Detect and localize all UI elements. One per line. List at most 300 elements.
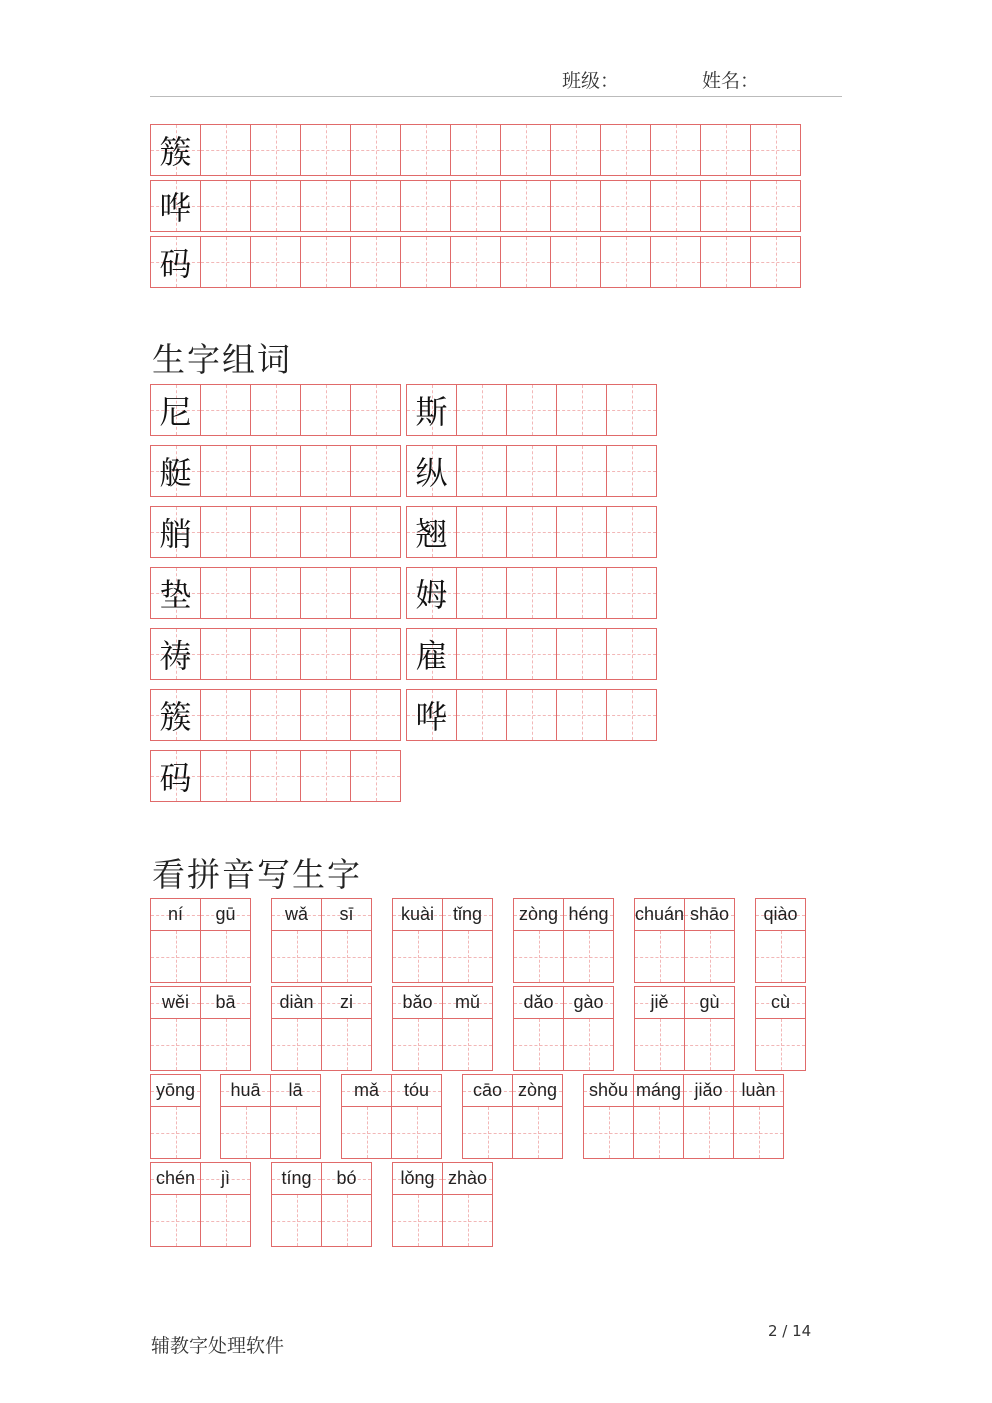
pinyin-column — [684, 986, 735, 1071]
writing-cell — [250, 236, 301, 288]
writing-cell — [151, 1019, 200, 1070]
writing-cell — [600, 180, 651, 232]
writing-cell — [350, 236, 401, 288]
writing-cell — [700, 180, 751, 232]
pinyin-text: qiào — [763, 904, 798, 924]
writing-cell — [151, 1195, 200, 1246]
pinyin-text: luàn — [741, 1080, 776, 1100]
pinyin-text: jiǎo — [694, 1080, 723, 1100]
writing-cell — [756, 1019, 805, 1070]
pinyin-group — [583, 1074, 784, 1159]
pinyin-text: lā — [288, 1080, 303, 1100]
writing-cell — [272, 931, 321, 982]
pinyin-cell — [322, 899, 371, 931]
pinyin-group — [150, 986, 251, 1071]
writing-cell — [750, 180, 801, 232]
writing-cell — [564, 931, 613, 982]
writing-cell — [201, 1019, 250, 1070]
pinyin-text: cāo — [472, 1080, 503, 1100]
writing-cell — [514, 1019, 563, 1070]
pinyin-text: shǒu — [588, 1080, 629, 1100]
name-label: 姓名： — [702, 70, 760, 92]
writing-cell — [300, 689, 351, 741]
pinyin-column — [683, 1074, 734, 1159]
writing-cell — [456, 384, 507, 436]
writing-cell — [556, 628, 607, 680]
pinyin-cell — [342, 1075, 391, 1107]
hanzi-char: 纵 — [415, 454, 448, 492]
writing-cell — [150, 689, 201, 741]
writing-cell — [456, 689, 507, 741]
hanzi-char: 艄 — [159, 515, 192, 553]
pinyin-text: zòng — [517, 1080, 558, 1100]
hanzi-char: 垫 — [159, 576, 192, 614]
pinyin-text: tíng — [281, 1168, 312, 1188]
writing-cell — [150, 445, 201, 497]
hanzi-char: 翘 — [415, 515, 448, 553]
pinyin-text: mǎ — [353, 1080, 379, 1100]
pinyin-cell — [635, 987, 684, 1019]
pinyin-text: jiě — [650, 992, 669, 1012]
writing-cell — [685, 1019, 734, 1070]
writing-cell — [201, 1195, 250, 1246]
pinyin-cell — [393, 1163, 442, 1195]
writing-cell — [200, 750, 251, 802]
writing-cell — [150, 628, 201, 680]
pinyin-column — [270, 1074, 321, 1159]
writing-cell — [200, 506, 251, 558]
writing-cell — [443, 1195, 492, 1246]
writing-cell — [635, 1019, 684, 1070]
practice-row — [150, 180, 801, 232]
pinyin-cell — [514, 899, 563, 931]
pinyin-cell — [685, 899, 734, 931]
pinyin-cell — [151, 1163, 200, 1195]
header-divider — [150, 96, 842, 97]
writing-cell — [406, 628, 457, 680]
writing-cell — [151, 931, 200, 982]
writing-cell — [606, 384, 657, 436]
pinyin-column — [462, 1074, 513, 1159]
pinyin-cell — [756, 987, 805, 1019]
writing-cell — [514, 931, 563, 982]
writing-cell — [506, 445, 557, 497]
writing-cell — [606, 506, 657, 558]
pinyin-cell — [514, 987, 563, 1019]
pinyin-text: yōng — [155, 1080, 196, 1100]
writing-cell — [393, 931, 442, 982]
pinyin-cell — [564, 987, 613, 1019]
pinyin-column — [321, 1162, 372, 1247]
writing-cell — [550, 236, 601, 288]
pinyin-text: máng — [635, 1080, 682, 1100]
pinyin-column — [150, 1162, 201, 1247]
writing-cell — [150, 506, 201, 558]
pinyin-group — [271, 898, 372, 983]
writing-cell — [200, 445, 251, 497]
section-title-pinyin: 看拼音写生字 — [152, 855, 362, 894]
writing-cell — [393, 1019, 442, 1070]
pinyin-column — [150, 986, 201, 1071]
writing-cell — [406, 506, 457, 558]
writing-cell — [201, 931, 250, 982]
pinyin-cell — [443, 899, 492, 931]
writing-cell — [250, 567, 301, 619]
hanzi-char: 簇 — [159, 698, 192, 736]
writing-cell — [322, 1195, 371, 1246]
writing-cell — [750, 124, 801, 176]
pinyin-group — [513, 898, 614, 983]
pinyin-column — [341, 1074, 392, 1159]
hanzi-char: 哗 — [415, 698, 448, 736]
writing-cell — [350, 689, 401, 741]
hanzi-char: 祷 — [159, 637, 192, 675]
pinyin-group — [755, 898, 806, 983]
writing-cell — [400, 180, 451, 232]
writing-cell — [272, 1195, 321, 1246]
writing-cell — [271, 1107, 320, 1158]
pinyin-column — [442, 1162, 493, 1247]
pinyin-group — [341, 1074, 442, 1159]
pinyin-column — [200, 898, 251, 983]
writing-cell — [151, 1107, 200, 1158]
writing-cell — [556, 445, 607, 497]
pinyin-cell — [322, 1163, 371, 1195]
pinyin-group — [392, 1162, 493, 1247]
writing-cell — [250, 689, 301, 741]
pinyin-cell — [151, 987, 200, 1019]
pinyin-column — [321, 898, 372, 983]
writing-cell — [506, 689, 557, 741]
writing-cell — [200, 567, 251, 619]
pinyin-cell — [564, 899, 613, 931]
writing-cell — [650, 124, 701, 176]
pinyin-column — [563, 986, 614, 1071]
pinyin-cell — [151, 1075, 200, 1107]
pinyin-text: zòng — [518, 904, 559, 924]
writing-cell — [250, 124, 301, 176]
writing-cell — [556, 506, 607, 558]
pinyin-column — [755, 986, 806, 1071]
writing-cell — [350, 124, 401, 176]
writing-cell — [513, 1107, 562, 1158]
writing-cell — [221, 1107, 270, 1158]
writing-cell — [606, 445, 657, 497]
pinyin-text: lǒng — [400, 1168, 435, 1188]
writing-cell — [456, 628, 507, 680]
writing-cell — [600, 236, 651, 288]
compose-row — [150, 506, 401, 558]
writing-cell — [200, 124, 251, 176]
writing-cell — [750, 236, 801, 288]
pinyin-cell — [634, 1075, 683, 1107]
writing-cell — [150, 750, 201, 802]
pinyin-column — [150, 1074, 201, 1159]
pinyin-text: kuài — [400, 904, 435, 924]
writing-cell — [150, 180, 201, 232]
pinyin-text: chén — [155, 1168, 196, 1188]
pinyin-text: bó — [336, 1168, 357, 1188]
pinyin-column — [321, 986, 372, 1071]
writing-cell — [506, 567, 557, 619]
pinyin-text: gū — [215, 904, 236, 924]
writing-cell — [606, 689, 657, 741]
writing-cell — [322, 931, 371, 982]
writing-cell — [250, 384, 301, 436]
pinyin-column — [513, 898, 564, 983]
writing-cell — [406, 445, 457, 497]
pinyin-cell — [685, 987, 734, 1019]
pinyin-cell — [734, 1075, 783, 1107]
pinyin-text: bǎo — [402, 992, 433, 1012]
pinyin-column — [634, 986, 685, 1071]
writing-cell — [584, 1107, 633, 1158]
writing-cell — [506, 506, 557, 558]
compose-row — [150, 445, 401, 497]
pinyin-group — [462, 1074, 563, 1159]
writing-cell — [463, 1107, 512, 1158]
writing-cell — [150, 236, 201, 288]
writing-cell — [550, 124, 601, 176]
pinyin-cell — [272, 1163, 321, 1195]
writing-cell — [350, 567, 401, 619]
writing-cell — [300, 628, 351, 680]
pinyin-column — [271, 898, 322, 983]
compose-row — [150, 628, 401, 680]
pinyin-column — [634, 898, 685, 983]
pinyin-cell — [322, 987, 371, 1019]
pinyin-text: sī — [339, 904, 354, 924]
writing-cell — [300, 384, 351, 436]
pinyin-cell — [443, 987, 492, 1019]
pinyin-text: héng — [568, 904, 609, 924]
writing-cell — [556, 567, 607, 619]
hanzi-char: 簇 — [159, 133, 192, 171]
footer-software: 辅教字处理软件 — [151, 1335, 285, 1357]
pinyin-group — [150, 898, 251, 983]
pinyin-cell — [201, 987, 250, 1019]
writing-cell — [342, 1107, 391, 1158]
pinyin-text: mǔ — [454, 992, 480, 1012]
writing-cell — [300, 445, 351, 497]
writing-cell — [450, 180, 501, 232]
writing-cell — [300, 124, 351, 176]
hanzi-char: 码 — [159, 759, 192, 797]
pinyin-cell — [201, 899, 250, 931]
pinyin-cell — [393, 987, 442, 1019]
compose-row — [406, 689, 657, 741]
writing-cell — [322, 1019, 371, 1070]
pinyin-column — [200, 986, 251, 1071]
writing-cell — [300, 506, 351, 558]
hanzi-char: 姆 — [415, 576, 448, 614]
writing-cell — [200, 180, 251, 232]
pinyin-column — [392, 898, 443, 983]
writing-cell — [550, 180, 601, 232]
writing-cell — [556, 384, 607, 436]
writing-cell — [685, 931, 734, 982]
pinyin-text: cù — [770, 992, 790, 1012]
pinyin-column — [733, 1074, 784, 1159]
compose-row — [150, 750, 401, 802]
pinyin-column — [200, 1162, 251, 1247]
writing-cell — [506, 628, 557, 680]
pinyin-text: dǎo — [523, 992, 554, 1012]
class-label: 班级： — [562, 70, 620, 92]
writing-cell — [684, 1107, 733, 1158]
pinyin-text: chuán — [634, 904, 685, 924]
pinyin-cell — [272, 987, 321, 1019]
writing-cell — [300, 567, 351, 619]
writing-cell — [200, 628, 251, 680]
pinyin-text: zhào — [447, 1168, 488, 1188]
pinyin-text: zi — [340, 992, 353, 1012]
writing-cell — [564, 1019, 613, 1070]
pinyin-column — [442, 898, 493, 983]
pinyin-column — [150, 898, 201, 983]
writing-cell — [443, 1019, 492, 1070]
pinyin-column — [391, 1074, 442, 1159]
pinyin-column — [583, 1074, 634, 1159]
writing-cell — [200, 236, 251, 288]
writing-cell — [406, 384, 457, 436]
pinyin-text: diàn — [279, 992, 314, 1012]
pinyin-group — [150, 1162, 251, 1247]
pinyin-cell — [756, 899, 805, 931]
writing-cell — [456, 506, 507, 558]
compose-row — [406, 384, 657, 436]
pinyin-cell — [463, 1075, 512, 1107]
pinyin-cell — [221, 1075, 270, 1107]
writing-cell — [500, 124, 551, 176]
writing-cell — [500, 236, 551, 288]
writing-cell — [350, 180, 401, 232]
pinyin-text: gù — [699, 992, 720, 1012]
pinyin-column — [271, 1162, 322, 1247]
compose-row — [406, 567, 657, 619]
pinyin-column — [220, 1074, 271, 1159]
writing-cell — [443, 931, 492, 982]
pinyin-group — [271, 986, 372, 1071]
writing-cell — [350, 750, 401, 802]
writing-cell — [250, 750, 301, 802]
pinyin-cell — [584, 1075, 633, 1107]
writing-cell — [150, 567, 201, 619]
writing-cell — [450, 124, 501, 176]
writing-cell — [250, 506, 301, 558]
writing-cell — [406, 689, 457, 741]
pinyin-cell — [393, 899, 442, 931]
pinyin-cell — [635, 899, 684, 931]
practice-row — [150, 236, 801, 288]
pinyin-column — [442, 986, 493, 1071]
writing-cell — [300, 180, 351, 232]
writing-cell — [350, 445, 401, 497]
hanzi-char: 码 — [159, 245, 192, 283]
writing-cell — [406, 567, 457, 619]
writing-cell — [200, 384, 251, 436]
pinyin-text: gào — [573, 992, 604, 1012]
writing-cell — [272, 1019, 321, 1070]
writing-cell — [635, 931, 684, 982]
pinyin-group — [634, 898, 735, 983]
hanzi-char: 艇 — [159, 454, 192, 492]
section-title-compose: 生字组词 — [152, 340, 292, 379]
pinyin-cell — [443, 1163, 492, 1195]
writing-cell — [734, 1107, 783, 1158]
pinyin-group — [513, 986, 614, 1071]
writing-cell — [350, 384, 401, 436]
writing-cell — [506, 384, 557, 436]
compose-row — [150, 689, 401, 741]
pinyin-cell — [513, 1075, 562, 1107]
compose-row — [150, 384, 401, 436]
writing-cell — [650, 180, 701, 232]
writing-cell — [650, 236, 701, 288]
pinyin-text: jì — [221, 1168, 230, 1188]
writing-cell — [250, 180, 301, 232]
writing-cell — [450, 236, 501, 288]
writing-cell — [756, 931, 805, 982]
pinyin-text: shāo — [689, 904, 730, 924]
pinyin-column — [513, 986, 564, 1071]
writing-cell — [350, 506, 401, 558]
hanzi-char: 雇 — [415, 637, 448, 675]
pinyin-text: huā — [230, 1080, 261, 1100]
pinyin-column — [633, 1074, 684, 1159]
compose-row — [406, 628, 657, 680]
pinyin-text: ní — [167, 904, 183, 924]
pinyin-text: wěi — [161, 992, 189, 1012]
writing-cell — [150, 124, 201, 176]
writing-cell — [393, 1195, 442, 1246]
writing-cell — [300, 236, 351, 288]
pinyin-column — [392, 1162, 443, 1247]
pinyin-column — [392, 986, 443, 1071]
writing-cell — [392, 1107, 441, 1158]
writing-cell — [300, 750, 351, 802]
pinyin-text: tóu — [403, 1080, 430, 1100]
pinyin-text: tǐng — [452, 904, 483, 924]
hanzi-char: 哗 — [159, 189, 192, 227]
compose-row — [406, 506, 657, 558]
writing-cell — [600, 124, 651, 176]
pinyin-group — [271, 1162, 372, 1247]
pinyin-group — [150, 1074, 201, 1159]
writing-cell — [500, 180, 551, 232]
pinyin-group — [392, 986, 493, 1071]
writing-cell — [700, 124, 751, 176]
pinyin-column — [563, 898, 614, 983]
compose-row — [150, 567, 401, 619]
pinyin-cell — [392, 1075, 441, 1107]
pinyin-group — [755, 986, 806, 1071]
writing-cell — [400, 124, 451, 176]
writing-cell — [606, 628, 657, 680]
page-number: 2 / 14 — [768, 1322, 812, 1340]
pinyin-cell — [684, 1075, 733, 1107]
pinyin-cell — [271, 1075, 320, 1107]
pinyin-column — [684, 898, 735, 983]
pinyin-text: bā — [215, 992, 236, 1012]
writing-cell — [350, 628, 401, 680]
writing-cell — [456, 567, 507, 619]
hanzi-char: 斯 — [415, 393, 448, 431]
pinyin-column — [755, 898, 806, 983]
writing-cell — [606, 567, 657, 619]
writing-cell — [456, 445, 507, 497]
pinyin-group — [634, 986, 735, 1071]
